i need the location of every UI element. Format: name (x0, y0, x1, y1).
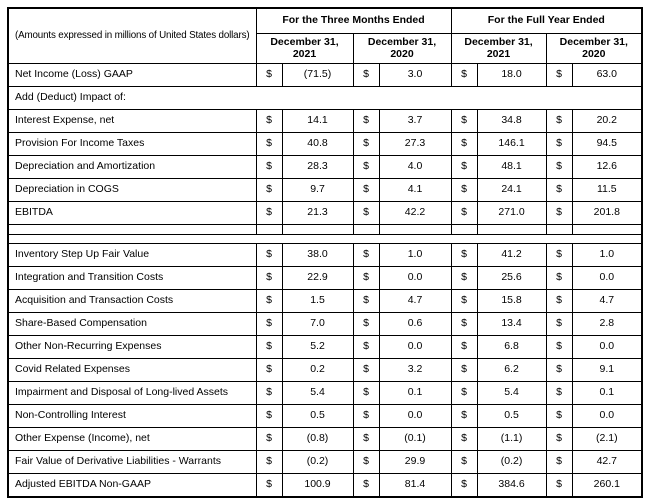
value-cell: 27.3 (379, 133, 451, 156)
currency-symbol: $ (546, 202, 572, 225)
value-cell: 3.2 (379, 359, 451, 382)
value-cell: 42.7 (572, 451, 642, 474)
currency-symbol: $ (451, 202, 477, 225)
financial-table (7, 7, 643, 498)
currency-symbol: $ (256, 110, 282, 133)
value-cell: 146.1 (477, 133, 546, 156)
currency-symbol: $ (451, 267, 477, 290)
value-cell: 7.0 (282, 313, 353, 336)
row-label: Adjusted EBITDA Non-GAAP (8, 474, 256, 498)
currency-symbol: $ (546, 110, 572, 133)
table-row (8, 290, 642, 313)
row-label: Covid Related Expenses (8, 359, 256, 382)
currency-symbol: $ (353, 313, 379, 336)
table-row (8, 179, 642, 202)
table-row (8, 405, 642, 428)
row-label: Non-Controlling Interest (8, 405, 256, 428)
value-cell: 9.1 (572, 359, 642, 382)
value-cell: 1.0 (572, 244, 642, 267)
value-cell: 6.8 (477, 336, 546, 359)
currency-symbol: $ (546, 267, 572, 290)
value-cell: 40.8 (282, 133, 353, 156)
value-cell: (0.8) (282, 428, 353, 451)
value-cell: 38.0 (282, 244, 353, 267)
currency-symbol: $ (546, 179, 572, 202)
table-row (8, 336, 642, 359)
value-cell: 5.2 (282, 336, 353, 359)
column-header-fy-2020: December 31, 2020 (546, 34, 642, 64)
row-label: Provision For Income Taxes (8, 133, 256, 156)
currency-symbol: $ (546, 156, 572, 179)
currency-symbol: $ (353, 156, 379, 179)
row-label: Share-Based Compensation (8, 313, 256, 336)
value-cell: 18.0 (477, 64, 546, 87)
value-cell: 5.4 (282, 382, 353, 405)
currency-symbol: $ (451, 313, 477, 336)
value-cell: 0.5 (282, 405, 353, 428)
currency-symbol: $ (546, 336, 572, 359)
value-cell: 0.0 (572, 405, 642, 428)
spacer-cell (546, 225, 572, 235)
value-cell: 3.7 (379, 110, 451, 133)
value-cell: 4.7 (379, 290, 451, 313)
table-row (8, 244, 642, 267)
currency-symbol: $ (451, 451, 477, 474)
currency-symbol: $ (353, 382, 379, 405)
currency-symbol: $ (546, 405, 572, 428)
row-label: Depreciation in COGS (8, 179, 256, 202)
value-cell: 3.0 (379, 64, 451, 87)
spacer-cell (572, 225, 642, 235)
row-label: Interest Expense, net (8, 110, 256, 133)
table-row (8, 313, 642, 336)
value-cell: 2.8 (572, 313, 642, 336)
value-cell: 384.6 (477, 474, 546, 498)
row-label: Inventory Step Up Fair Value (8, 244, 256, 267)
row-label: Other Expense (Income), net (8, 428, 256, 451)
currency-symbol: $ (353, 474, 379, 498)
value-cell: 42.2 (379, 202, 451, 225)
value-cell: 4.0 (379, 156, 451, 179)
currency-symbol: $ (353, 290, 379, 313)
units-note: (Amounts expressed in millions of United States dollars) (8, 8, 256, 64)
table-row (8, 267, 642, 290)
value-cell: (0.1) (379, 428, 451, 451)
value-cell: 1.5 (282, 290, 353, 313)
value-cell: 0.5 (477, 405, 546, 428)
value-cell: (0.2) (282, 451, 353, 474)
spacer-cell (256, 225, 282, 235)
row-label: Impairment and Disposal of Long-lived Assets (8, 382, 256, 405)
currency-symbol: $ (256, 244, 282, 267)
value-cell: 100.9 (282, 474, 353, 498)
currency-symbol: $ (256, 451, 282, 474)
spacer-cell (282, 225, 353, 235)
currency-symbol: $ (353, 267, 379, 290)
value-cell: 22.9 (282, 267, 353, 290)
currency-symbol: $ (451, 64, 477, 87)
currency-symbol: $ (256, 336, 282, 359)
table-row (8, 202, 642, 225)
currency-symbol: $ (451, 179, 477, 202)
table-row (8, 156, 642, 179)
currency-symbol: $ (451, 156, 477, 179)
row-label: Depreciation and Amortization (8, 156, 256, 179)
value-cell: 28.3 (282, 156, 353, 179)
value-cell: 0.6 (379, 313, 451, 336)
currency-symbol: $ (546, 382, 572, 405)
value-cell: 271.0 (477, 202, 546, 225)
value-cell: 1.0 (379, 244, 451, 267)
currency-symbol: $ (256, 359, 282, 382)
currency-symbol: $ (256, 156, 282, 179)
currency-symbol: $ (451, 474, 477, 498)
value-cell: 201.8 (572, 202, 642, 225)
value-cell: 21.3 (282, 202, 353, 225)
currency-symbol: $ (546, 451, 572, 474)
value-cell: 20.2 (572, 110, 642, 133)
currency-symbol: $ (546, 244, 572, 267)
value-cell: 0.0 (379, 405, 451, 428)
row-label: EBITDA (8, 202, 256, 225)
value-cell: 9.7 (282, 179, 353, 202)
value-cell: 11.5 (572, 179, 642, 202)
value-cell: 0.0 (572, 336, 642, 359)
currency-symbol: $ (546, 64, 572, 87)
spacer-cell (451, 225, 477, 235)
value-cell: 41.2 (477, 244, 546, 267)
table-row (8, 474, 642, 498)
column-group-full-year: For the Full Year Ended (451, 8, 642, 34)
currency-symbol: $ (451, 133, 477, 156)
section-row (8, 87, 642, 110)
value-cell: 0.0 (379, 336, 451, 359)
currency-symbol: $ (451, 290, 477, 313)
spacer-row-with-dividers (8, 225, 642, 235)
spacer-cell (8, 225, 256, 235)
row-label: Fair Value of Derivative Liabilities - Warrants (8, 451, 256, 474)
value-cell: 14.1 (282, 110, 353, 133)
row-label: Other Non-Recurring Expenses (8, 336, 256, 359)
table-header (8, 8, 642, 64)
currency-symbol: $ (256, 267, 282, 290)
currency-symbol: $ (353, 359, 379, 382)
spacer-cell (8, 235, 642, 244)
currency-symbol: $ (256, 382, 282, 405)
currency-symbol: $ (256, 202, 282, 225)
currency-symbol: $ (256, 428, 282, 451)
row-label: Integration and Transition Costs (8, 267, 256, 290)
value-cell: 81.4 (379, 474, 451, 498)
table-row (8, 110, 642, 133)
currency-symbol: $ (353, 179, 379, 202)
table-row (8, 428, 642, 451)
value-cell: 48.1 (477, 156, 546, 179)
value-cell: 4.7 (572, 290, 642, 313)
currency-symbol: $ (451, 244, 477, 267)
currency-symbol: $ (256, 133, 282, 156)
currency-symbol: $ (353, 428, 379, 451)
value-cell: 13.4 (477, 313, 546, 336)
value-cell: 0.0 (572, 267, 642, 290)
column-group-three-months: For the Three Months Ended (256, 8, 451, 34)
currency-symbol: $ (353, 64, 379, 87)
table-row (8, 382, 642, 405)
currency-symbol: $ (353, 336, 379, 359)
column-header-fy-2021: December 31, 2021 (451, 34, 546, 64)
value-cell: 0.1 (572, 382, 642, 405)
value-cell: 29.9 (379, 451, 451, 474)
group-header-row (8, 8, 642, 34)
currency-symbol: $ (256, 179, 282, 202)
value-cell: 260.1 (572, 474, 642, 498)
value-cell: 24.1 (477, 179, 546, 202)
column-header-3m-2021: December 31, 2021 (256, 34, 353, 64)
currency-symbol: $ (451, 428, 477, 451)
value-cell: 25.6 (477, 267, 546, 290)
currency-symbol: $ (256, 474, 282, 498)
value-cell: 6.2 (477, 359, 546, 382)
value-cell: (2.1) (572, 428, 642, 451)
value-cell: (71.5) (282, 64, 353, 87)
spacer-row-full (8, 235, 642, 244)
table-row (8, 64, 642, 87)
currency-symbol: $ (546, 474, 572, 498)
currency-symbol: $ (353, 451, 379, 474)
spacer-cell (353, 225, 379, 235)
row-label: Net Income (Loss) GAAP (8, 64, 256, 87)
table-row (8, 133, 642, 156)
currency-symbol: $ (451, 382, 477, 405)
currency-symbol: $ (451, 110, 477, 133)
value-cell: 0.2 (282, 359, 353, 382)
value-cell: 4.1 (379, 179, 451, 202)
section-label: Add (Deduct) Impact of: (8, 87, 642, 110)
table-body (8, 64, 642, 498)
currency-symbol: $ (256, 290, 282, 313)
currency-symbol: $ (451, 336, 477, 359)
value-cell: (0.2) (477, 451, 546, 474)
currency-symbol: $ (546, 133, 572, 156)
currency-symbol: $ (546, 428, 572, 451)
table-row (8, 359, 642, 382)
currency-symbol: $ (546, 359, 572, 382)
currency-symbol: $ (546, 290, 572, 313)
currency-symbol: $ (546, 313, 572, 336)
value-cell: 15.8 (477, 290, 546, 313)
currency-symbol: $ (256, 405, 282, 428)
value-cell: 0.0 (379, 267, 451, 290)
currency-symbol: $ (353, 405, 379, 428)
value-cell: 5.4 (477, 382, 546, 405)
spacer-cell (477, 225, 546, 235)
currency-symbol: $ (353, 133, 379, 156)
value-cell: 34.8 (477, 110, 546, 133)
currency-symbol: $ (353, 202, 379, 225)
value-cell: (1.1) (477, 428, 546, 451)
currency-symbol: $ (451, 405, 477, 428)
currency-symbol: $ (353, 244, 379, 267)
value-cell: 12.6 (572, 156, 642, 179)
currency-symbol: $ (451, 359, 477, 382)
column-header-3m-2020: December 31, 2020 (353, 34, 451, 64)
currency-symbol: $ (353, 110, 379, 133)
value-cell: 0.1 (379, 382, 451, 405)
value-cell: 94.5 (572, 133, 642, 156)
spacer-cell (379, 225, 451, 235)
currency-symbol: $ (256, 313, 282, 336)
value-cell: 63.0 (572, 64, 642, 87)
row-label: Acquisition and Transaction Costs (8, 290, 256, 313)
currency-symbol: $ (256, 64, 282, 87)
